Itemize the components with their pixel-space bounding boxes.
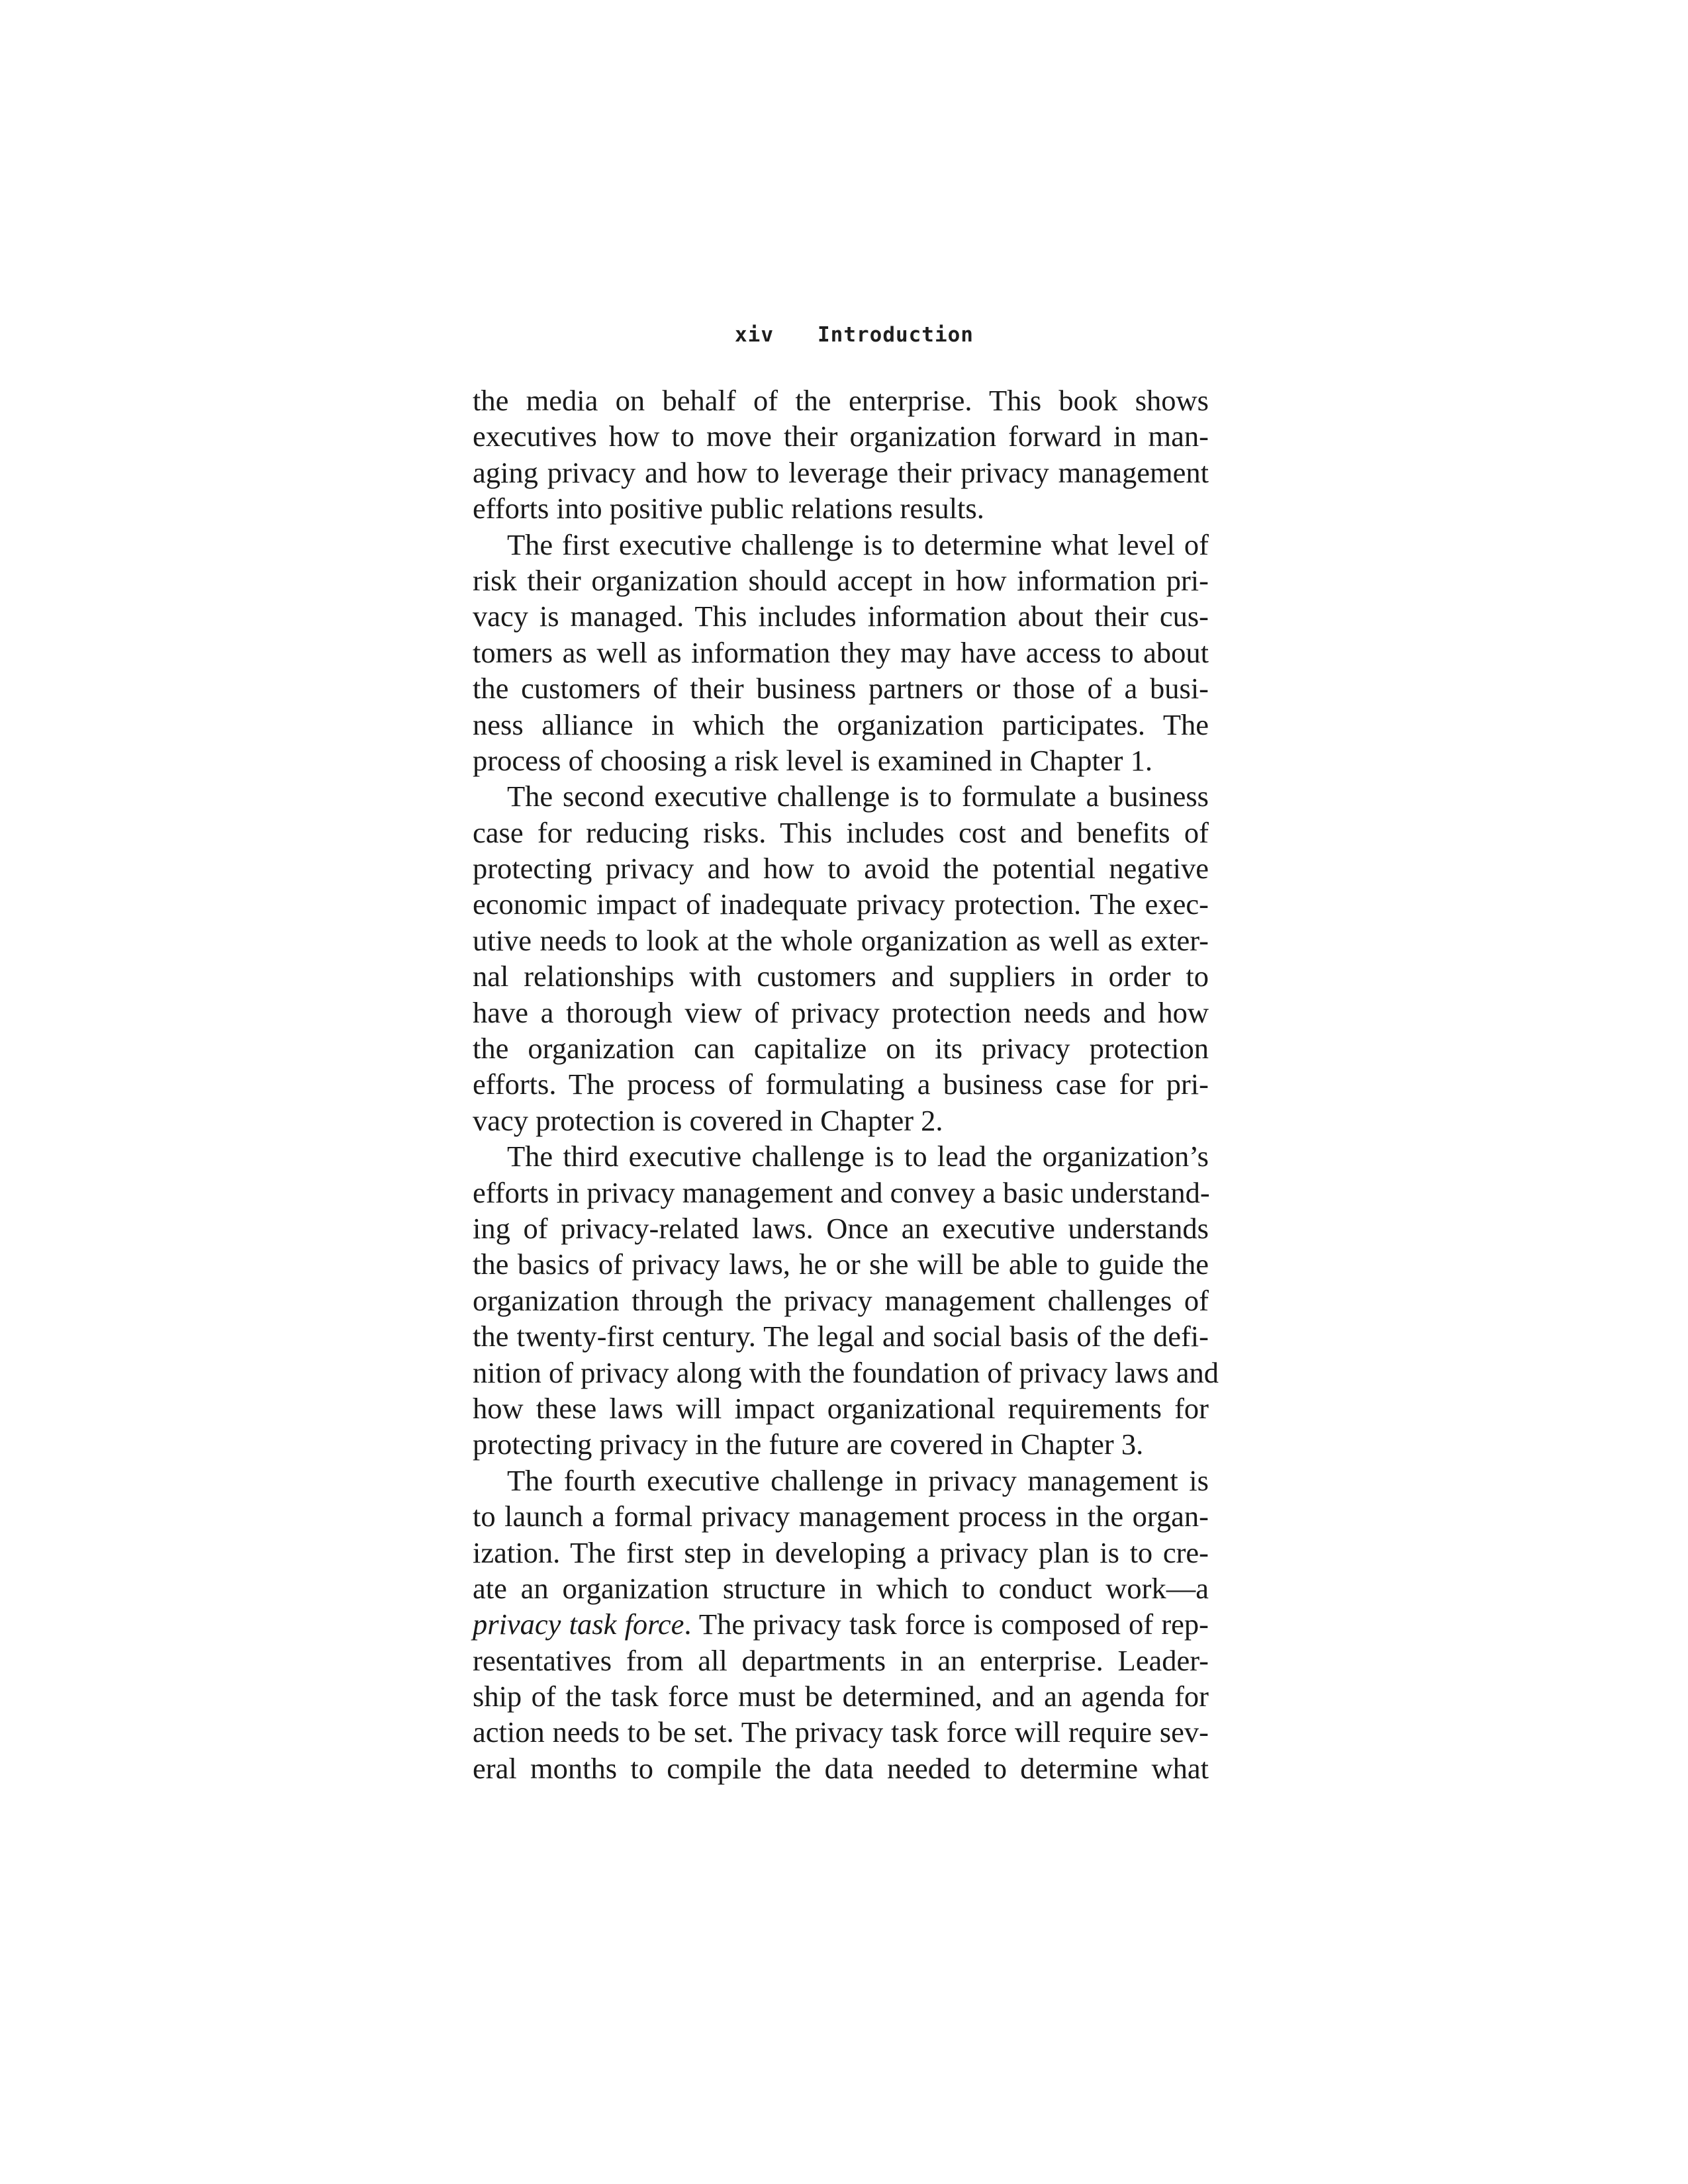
- text-line: ate an organization structure in which to conduct work—a: [473, 1571, 1209, 1605]
- text-line: the basics of privacy laws, he or she will be able to guide the: [473, 1248, 1209, 1281]
- running-title: Introduction: [818, 323, 974, 347]
- text-line: tomers as well as information they may have access to about: [473, 635, 1209, 669]
- text-line: risk their organization should accept in how information pri-: [473, 563, 1209, 597]
- text-line: resentatives from all departments in an enterprise. Leader-: [473, 1643, 1209, 1677]
- text-line-with-emphasis: [473, 1606, 1209, 1642]
- paragraph: [473, 1138, 1219, 1463]
- text-line: organization through the privacy management challenges of: [473, 1283, 1209, 1317]
- text-line: process of choosing a risk level is examined in Chapter 1.: [473, 743, 1152, 777]
- text-line: case for reducing risks. This includes cost and benefits of: [473, 815, 1209, 849]
- emphasis-text: privacy task force: [473, 1608, 684, 1641]
- text-line: the customers of their business partners or those of a busi-: [473, 672, 1209, 705]
- text-line: eral months to compile the data needed to determine what: [473, 1751, 1209, 1785]
- text-line: ing of privacy-related laws. Once an executive understands: [473, 1211, 1209, 1245]
- text-line: action needs to be set. The privacy task force will require sev-: [473, 1715, 1209, 1749]
- text-line: ness alliance in which the organization participates. The: [473, 707, 1209, 741]
- paragraph: [473, 527, 1209, 779]
- body-text: [473, 383, 1219, 1786]
- page-number: xiv: [735, 323, 774, 347]
- text-line: aging privacy and how to leverage their privacy management: [473, 455, 1209, 489]
- paragraph: [473, 1463, 1209, 1787]
- text-line: utive needs to look at the whole organization as well as exter-: [473, 923, 1209, 957]
- text-line: The first executive challenge is to determine what level of: [507, 527, 1209, 561]
- text-line: the media on behalf of the enterprise. This book shows: [473, 384, 1209, 417]
- text-line: economic impact of inadequate privacy protection. The exec-: [473, 887, 1209, 921]
- text-line: vacy protection is covered in Chapter 2.: [473, 1103, 943, 1137]
- text-line: executives how to move their organization forward in man-: [473, 420, 1209, 453]
- text-line: efforts in privacy management and convey a basic understand-: [473, 1175, 1210, 1209]
- text-line: to launch a formal privacy management process in the organ-: [473, 1500, 1209, 1533]
- text-line: protecting privacy in the future are covered in Chapter 3.: [473, 1428, 1144, 1461]
- text-line: The fourth executive challenge in privacy management is: [507, 1463, 1209, 1497]
- text-line: The second executive challenge is to formulate a business: [507, 780, 1209, 813]
- text-line: have a thorough view of privacy protection needs and how: [473, 995, 1209, 1029]
- paragraph: [473, 383, 1209, 527]
- text-line: efforts. The process of formulating a business case for pri-: [473, 1068, 1209, 1101]
- text-line: The third executive challenge is to lead the organization’s: [507, 1140, 1209, 1173]
- text-line: efforts into positive public relations results.: [473, 492, 984, 525]
- running-head: [735, 323, 974, 363]
- text-line: protecting privacy and how to avoid the potential negative: [473, 852, 1209, 886]
- text-line: ization. The first step in developing a privacy plan is to cre-: [473, 1535, 1209, 1569]
- text-line: the organization can capitalize on its privacy protection: [473, 1032, 1209, 1066]
- paragraph: [473, 778, 1209, 1138]
- text-line: nal relationships with customers and suppliers in order to: [473, 960, 1209, 993]
- text-line: how these laws will impact organizational requirements for: [473, 1391, 1209, 1425]
- text-line: ship of the task force must be determined, and an agenda for: [473, 1680, 1209, 1713]
- text-line: nition of privacy along with the foundation of privacy laws and: [473, 1355, 1219, 1389]
- text-line: the twenty-first century. The legal and social basis of the defi-: [473, 1320, 1209, 1353]
- text-line-rest: . The privacy task force is composed of rep-: [684, 1608, 1209, 1641]
- text-line: vacy is managed. This includes information about their cus-: [473, 600, 1209, 633]
